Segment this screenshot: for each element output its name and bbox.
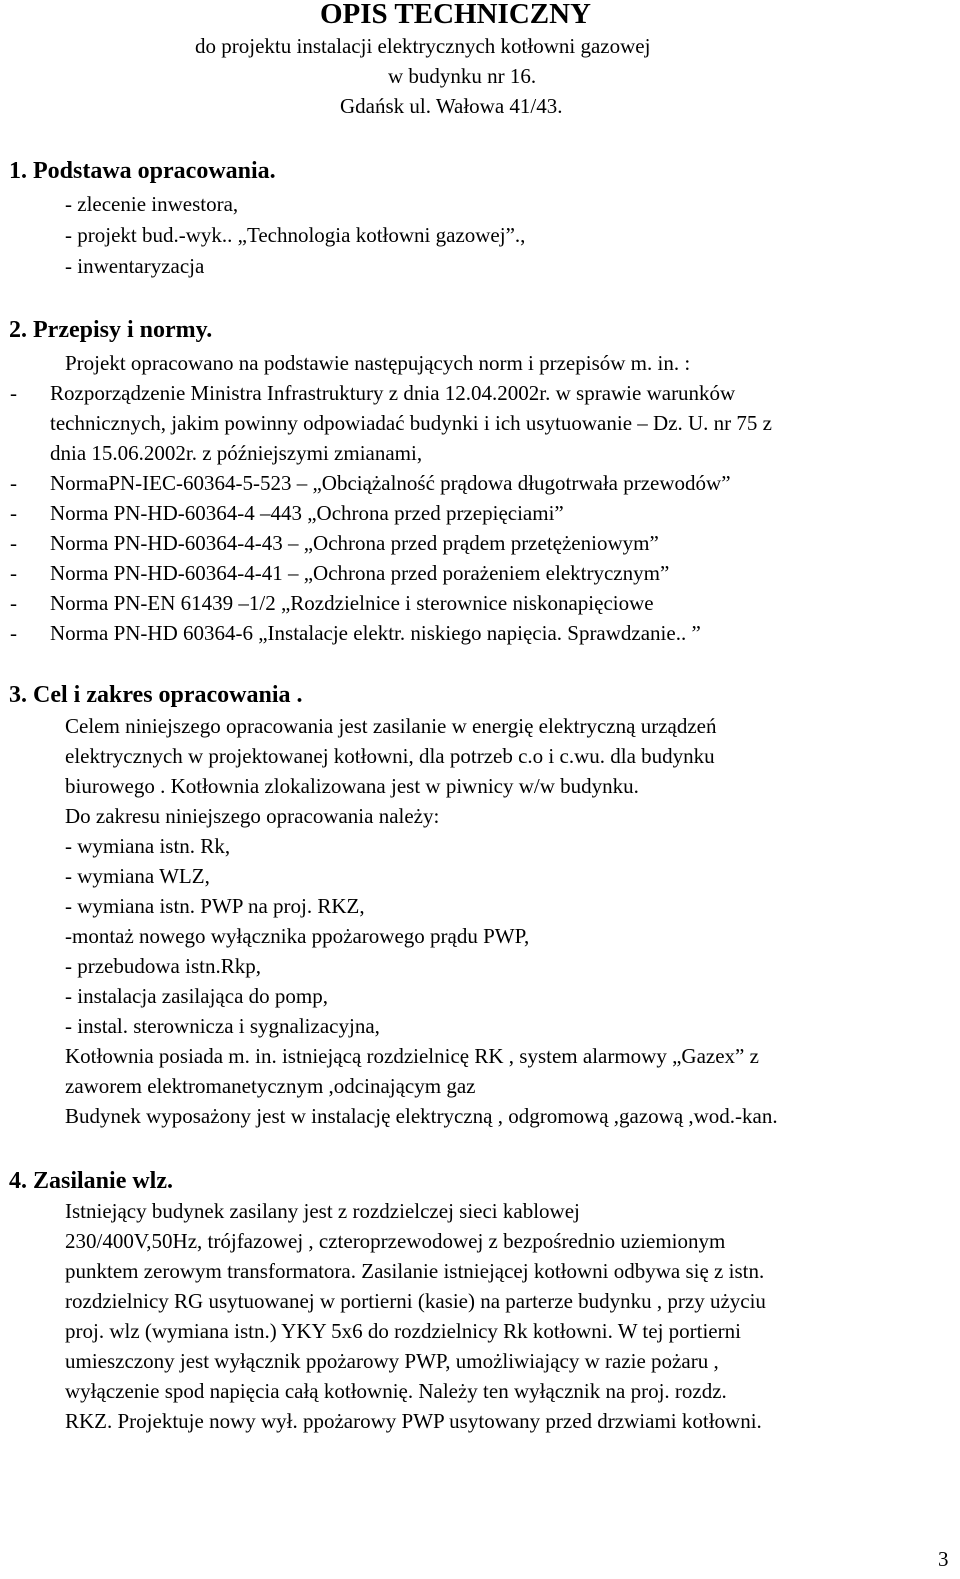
list-item: -montaż nowego wyłącznika ppożarowego prądu PWP, xyxy=(65,924,530,948)
paragraph-line: biurowego . Kotłownia zlokalizowana jest w piwnicy w/w budynku. xyxy=(65,774,639,798)
list-dash: - xyxy=(10,591,17,615)
document-title: OPIS TECHNICZNY xyxy=(320,0,591,30)
list-dash: - xyxy=(10,531,17,555)
paragraph-line: zaworem elektromanetycznym ,odcinającym gaz xyxy=(65,1074,476,1098)
document-subtitle: do projektu instalacji elektrycznych kotłowni gazowej xyxy=(195,34,651,58)
list-item: - zlecenie inwestora, xyxy=(65,192,239,216)
paragraph-line: Budynek wyposażony jest w instalację elektryczną , odgromową ,gazową ,wod.-kan. xyxy=(65,1104,778,1128)
norm-item: Norma PN-HD 60364-6 „Instalacje elektr. niskiego napięcia. Sprawdzanie.. ” xyxy=(50,621,701,645)
list-dash: - xyxy=(10,561,17,585)
regulation-line: dnia 15.06.2002r. z późniejszymi zmianami, xyxy=(50,441,423,465)
section-heading: 4. Zasilanie wlz. xyxy=(9,1168,174,1194)
section-heading: 3. Cel i zakres opracowania . xyxy=(9,682,303,708)
norm-item: NormaPN-IEC-60364-5-523 – „Obciążalność prądowa długotrwała przewodów” xyxy=(50,471,731,495)
paragraph-line: proj. wlz (wymiana istn.) YKY 5x6 do rozdzielnicy Rk kotłowni. W tej portierni xyxy=(65,1319,741,1343)
paragraph-line: Projekt opracowano na podstawie następujących norm i przepisów m. in. : xyxy=(65,351,691,375)
list-item: - instal. sterownicza i sygnalizacyjna, xyxy=(65,1014,380,1038)
list-item: - inwentaryzacja xyxy=(65,254,205,278)
list-dash: - xyxy=(10,501,17,525)
document-subtitle: w budynku nr 16. xyxy=(388,64,537,88)
norm-item: Norma PN-EN 61439 –1/2 „Rozdzielnice i sterownice niskonapięciowe xyxy=(50,591,654,615)
paragraph-line: 230/400V,50Hz, trójfazowej , czteroprzewodowej z bezpośrednio uziemionym xyxy=(65,1229,726,1253)
paragraph-line: rozdzielnicy RG usytuowanej w portierni (kasie) na parterze budynku , przy użyciu xyxy=(65,1289,766,1313)
paragraph-line: Celem niniejszego opracowania jest zasilanie w energię elektryczną urządzeń xyxy=(65,714,717,738)
list-item: - wymiana WLZ, xyxy=(65,864,210,888)
regulation-line: Rozporządzenie Ministra Infrastruktury z dnia 12.04.2002r. w sprawie warunków xyxy=(50,381,736,405)
list-item: - wymiana istn. PWP na proj. RKZ, xyxy=(65,894,365,918)
paragraph-line: wyłączenie spod napięcia całą kotłownię. Należy ten wyłącznik na proj. rozdz. xyxy=(65,1379,727,1403)
norm-item: Norma PN-HD-60364-4-43 – „Ochrona przed prądem przetężeniowym” xyxy=(50,531,659,555)
paragraph-line: punktem zerowym transformatora. Zasilanie istniejącej kotłowni odbywa się z istn. xyxy=(65,1259,765,1283)
norm-item: Norma PN-HD-60364-4-41 – „Ochrona przed porażeniem elektrycznym” xyxy=(50,561,670,585)
paragraph-line: Do zakresu niniejszego opracowania należy: xyxy=(65,804,440,828)
section-heading: 2. Przepisy i normy. xyxy=(9,317,213,343)
list-dash: - xyxy=(10,471,17,495)
document-subtitle: Gdańsk ul. Wałowa 41/43. xyxy=(340,94,563,118)
regulation-line: technicznych, jakim powinny odpowiadać budynki i ich usytuowanie – Dz. U. nr 75 z xyxy=(50,411,772,435)
list-dash: - xyxy=(10,621,17,645)
paragraph-line: umieszczony jest wyłącznik ppożarowy PWP, umożliwiający w razie pożaru , xyxy=(65,1349,719,1373)
section-heading: 1. Podstawa opracowania. xyxy=(9,158,276,184)
paragraph-line: RKZ. Projektuje nowy wył. ppożarowy PWP usytowany przed drzwiami kotłowni. xyxy=(65,1409,762,1433)
list-item: - przebudowa istn.Rkp, xyxy=(65,954,261,978)
page-number: 3 xyxy=(938,1547,949,1571)
list-dash: - xyxy=(10,381,17,405)
paragraph-line: Istniejący budynek zasilany jest z rozdzielczej sieci kablowej xyxy=(65,1199,580,1223)
paragraph-line: Kotłownia posiada m. in. istniejącą rozdzielnicę RK , system alarmowy „Gazex” z xyxy=(65,1044,759,1068)
list-item: - wymiana istn. Rk, xyxy=(65,834,231,858)
paragraph-line: elektrycznych w projektowanej kotłowni, dla potrzeb c.o i c.wu. dla budynku xyxy=(65,744,715,768)
list-item: - projekt bud.-wyk.. „Technologia kotłowni gazowej”., xyxy=(65,223,526,247)
norm-item: Norma PN-HD-60364-4 –443 „Ochrona przed przepięciami” xyxy=(50,501,564,525)
list-item: - instalacja zasilająca do pomp, xyxy=(65,984,328,1008)
